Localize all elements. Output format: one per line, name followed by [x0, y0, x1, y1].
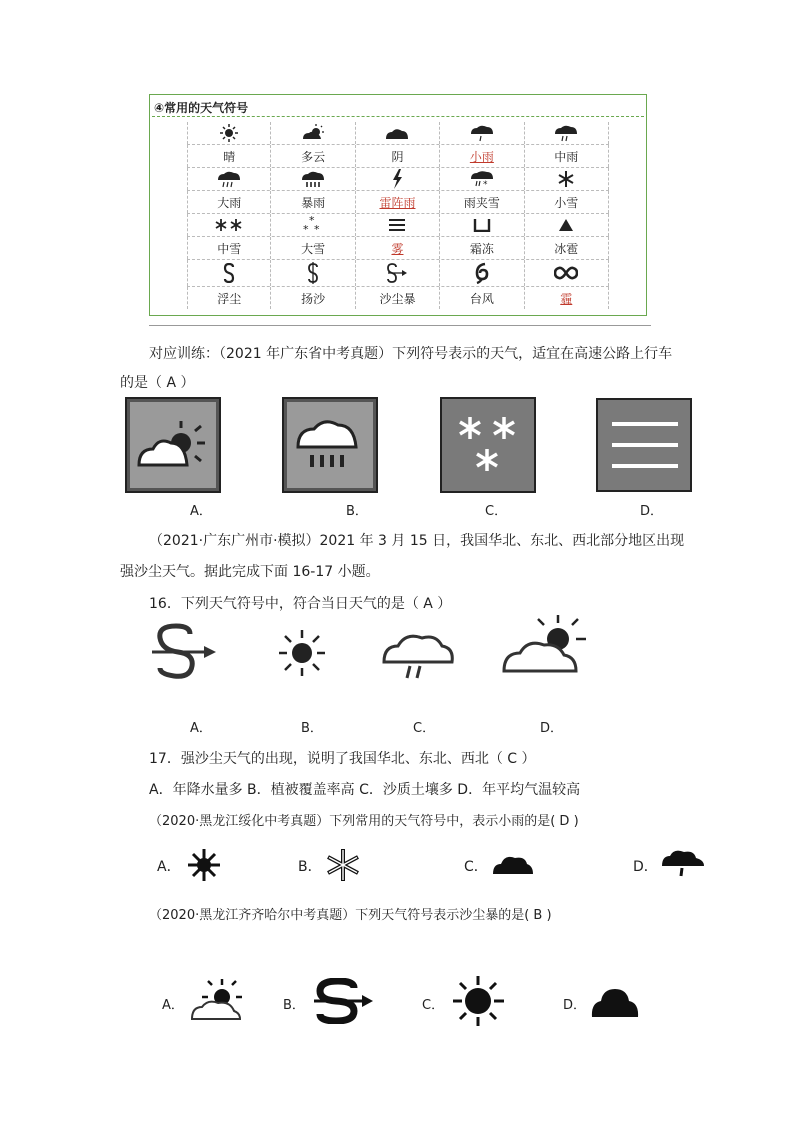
label-cell: 小雪 — [525, 191, 609, 213]
heavy-rain-icon — [284, 399, 376, 491]
moderate-rain-icon — [380, 628, 456, 688]
label-cell: 雷阵雨 — [356, 191, 440, 213]
label-cell: 浮尘 — [187, 287, 271, 309]
label-cell: 暴雨 — [271, 191, 355, 213]
label-cell: 大雪 — [271, 237, 355, 259]
sleet-icon — [440, 168, 524, 190]
blowing-sand-icon — [271, 260, 355, 286]
svg-text:*: * — [314, 223, 320, 235]
option-d-label: D． — [640, 504, 664, 519]
moderate-snow-icon — [187, 214, 271, 236]
icon-row — [187, 260, 609, 287]
label-row — [187, 191, 609, 214]
option-a-label: A． — [190, 721, 212, 736]
label-cell: 大雨 — [187, 191, 271, 213]
label-cell: 小雨 — [440, 145, 524, 167]
fog-icon — [598, 400, 690, 490]
sun-icon — [277, 628, 327, 682]
label-cell: 霜冻 — [440, 237, 524, 259]
svg-text:*: * — [482, 180, 488, 188]
sun-cloud-icon — [500, 613, 590, 679]
option-a-label: A． — [162, 998, 184, 1013]
option-c-label: C． — [413, 721, 436, 736]
label-cell: 多云 — [271, 145, 355, 167]
table-title: ④常用的天气符号 — [154, 101, 249, 115]
label-cell: 晴 — [187, 145, 271, 167]
option-d-fog-image — [596, 398, 692, 492]
sandstorm-icon — [148, 622, 218, 686]
floating-dust-icon — [187, 260, 271, 286]
option-b-label: B． — [283, 998, 305, 1013]
cloud-icon — [589, 983, 641, 1023]
option-b-label: B． — [298, 859, 322, 875]
label-cell: 雨夹雪 — [440, 191, 524, 213]
label-cell: 雾 — [356, 237, 440, 259]
haze-icon — [525, 260, 609, 286]
heavy-snow-icon — [271, 214, 355, 236]
sun-cloud-icon — [188, 977, 244, 1027]
option-b-heavy-rain-image — [282, 397, 378, 493]
icon-row — [187, 122, 609, 145]
light-rain-icon — [440, 122, 524, 144]
section-divider — [149, 325, 651, 326]
svg-text:*: * — [309, 215, 315, 227]
option-a-label: A． — [157, 859, 181, 875]
option-a-partly-cloudy-image — [125, 397, 221, 493]
fog-icon — [356, 214, 440, 236]
label-cell: 阴 — [356, 145, 440, 167]
heavy-rain-icon — [187, 168, 271, 190]
q1-line2: 的是（ A ） — [120, 375, 195, 391]
q2-line2: 强沙尘天气。据此完成下面 16-17 小题。 — [120, 564, 380, 580]
sun-icon — [186, 847, 222, 887]
option-c-snow-image — [440, 397, 536, 493]
q4-text: （2020·黑龙江齐齐哈尔中考真题）下列天气符号表示沙尘暴的是( B ) — [149, 908, 552, 923]
option-d-label: D． — [633, 859, 658, 875]
sandstorm-icon — [310, 978, 374, 1028]
typhoon-icon — [440, 260, 524, 286]
dashed-divider — [152, 116, 644, 117]
label-row — [187, 237, 609, 260]
option-c-label: C． — [485, 504, 508, 519]
svg-text:*: * — [303, 223, 309, 235]
thunder-icon — [356, 168, 440, 190]
label-cell: 扬沙 — [271, 287, 355, 309]
label-row — [187, 287, 609, 309]
symbol-grid — [187, 122, 609, 309]
sun-cloud-icon — [127, 399, 219, 491]
icon-row — [187, 168, 609, 191]
option-b-label: B． — [346, 504, 368, 519]
option-d-label: D． — [540, 721, 564, 736]
frost-icon — [440, 214, 524, 236]
option-c-label: C． — [422, 998, 445, 1013]
cloud-icon — [356, 122, 440, 144]
label-cell: 霾 — [525, 287, 609, 309]
light-rain-icon — [660, 848, 706, 882]
moderate-rain-icon — [525, 122, 609, 144]
icon-row — [187, 214, 609, 237]
q2-line1: （2021·广东广州市·模拟）2021 年 3 月 15 日，我国华北、东北、西北部分地区出现 — [149, 533, 685, 549]
label-cell: 沙尘暴 — [356, 287, 440, 309]
label-cell: 中雨 — [525, 145, 609, 167]
q3-text: （2020·黑龙江绥化中考真题）下列常用的天气符号中，表示小雨的是( D ) — [149, 814, 579, 829]
option-d-label: D． — [563, 998, 587, 1013]
sun-cloud-icon — [271, 122, 355, 144]
light-snow-icon — [324, 847, 362, 887]
heavy-snow-icon — [442, 399, 534, 491]
sandstorm-icon — [356, 260, 440, 286]
option-c-label: C． — [464, 859, 488, 875]
weather-symbol-table — [149, 94, 647, 316]
cloud-icon — [491, 852, 535, 880]
hail-icon — [525, 214, 609, 236]
q16-text: 16．下列天气符号中，符合当日天气的是（ A ） — [149, 596, 452, 612]
option-b-label: B． — [301, 721, 323, 736]
storm-rain-icon — [271, 168, 355, 190]
label-cell: 中雪 — [187, 237, 271, 259]
q1-line1: 对应训练：（2021 年广东省中考真题）下列符号表示的天气，适宜在高速公路上行车 — [149, 346, 673, 362]
q17-text: 17．强沙尘天气的出现，说明了我国华北、东北、西北（ C ） — [149, 751, 536, 767]
q17-choices: A．年降水量多 B．植被覆盖率高 C．沙质土壤多 D．年平均气温较高 — [149, 782, 581, 798]
label-row — [187, 145, 609, 168]
light-snow-icon — [525, 168, 609, 190]
sun-icon — [187, 122, 271, 144]
label-cell: 台风 — [440, 287, 524, 309]
option-a-label: A． — [190, 504, 212, 519]
sun-icon — [450, 975, 506, 1031]
label-cell: 冰雹 — [525, 237, 609, 259]
